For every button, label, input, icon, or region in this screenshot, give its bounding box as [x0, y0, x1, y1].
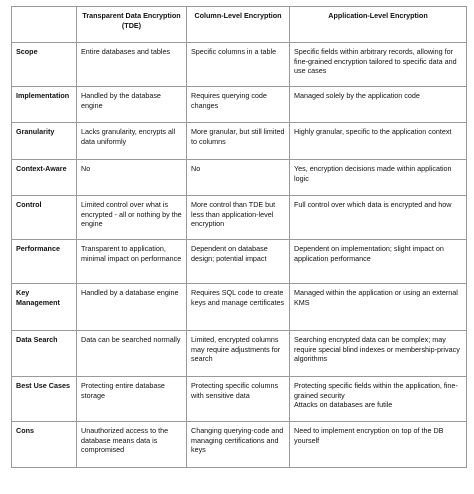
- header-tde: Transparent Data Encryption (TDE): [77, 7, 187, 43]
- row-scope: [12, 43, 467, 87]
- cell-application-level: Searching encrypted data can be complex; may require special blind indexes or membership-privacy algorithms: [290, 331, 467, 377]
- cell-application-level: Specific fields within arbitrary records, allowing for fine-grained encryption tailored to specific data and use cases: [290, 43, 467, 87]
- row-label: Data Search: [12, 331, 77, 377]
- cell-application-level: [290, 377, 467, 422]
- cell-tde: Transparent to application, minimal impact on performance: [77, 240, 187, 284]
- row-best-use-cases: [12, 377, 467, 422]
- header-application-level: Application-Level Encryption: [290, 7, 467, 43]
- cell-tde: Limited control over what is encrypted - all or nothing by the engine: [77, 196, 187, 240]
- row-label: Scope: [12, 43, 77, 87]
- row-implementation: [12, 87, 467, 123]
- header-column-level: Column-Level Encryption: [187, 7, 290, 43]
- cell-column-level: Requires querying code changes: [187, 87, 290, 123]
- cell-application-level: Managed solely by the application code: [290, 87, 467, 123]
- header-row: [12, 7, 467, 43]
- cell-tde: Lacks granularity, encrypts all data uniformly: [77, 123, 187, 160]
- row-granularity: [12, 123, 467, 160]
- cell-tde: Entire databases and tables: [77, 43, 187, 87]
- row-label: Cons: [12, 422, 77, 468]
- row-label: Implementation: [12, 87, 77, 123]
- cell-column-level: Requires SQL code to create keys and manage certificates: [187, 284, 290, 331]
- row-label: Best Use Cases: [12, 377, 77, 422]
- row-label: Performance: [12, 240, 77, 284]
- cell-column-level: More granular, but still limited to columns: [187, 123, 290, 160]
- cell-tde: Handled by the database engine: [77, 87, 187, 123]
- cell-tde: Protecting entire database storage: [77, 377, 187, 422]
- row-control: [12, 196, 467, 240]
- row-context-aware: [12, 160, 467, 196]
- cell-text-line: Attacks on databases are futile: [294, 400, 393, 410]
- cell-application-level: Dependent on implementation; slight impact on application performance: [290, 240, 467, 284]
- row-label: Key Management: [12, 284, 77, 331]
- row-data-search: [12, 331, 467, 377]
- row-label: Context-Aware: [12, 160, 77, 196]
- cell-application-level: Need to implement encryption on top of the DB yourself: [290, 422, 467, 468]
- cell-column-level: Changing querying-code and managing certifications and keys: [187, 422, 290, 468]
- cell-column-level: No: [187, 160, 290, 196]
- cell-application-level: Yes, encryption decisions made within application logic: [290, 160, 467, 196]
- cell-application-level: Highly granular, specific to the application context: [290, 123, 467, 160]
- cell-application-level: Full control over which data is encrypted and how: [290, 196, 467, 240]
- cell-column-level: More control than TDE but less than application-level encryption: [187, 196, 290, 240]
- cell-column-level: Specific columns in a table: [187, 43, 290, 87]
- cell-tde: No: [77, 160, 187, 196]
- row-cons: [12, 422, 467, 468]
- cell-column-level: Protecting specific columns with sensitive data: [187, 377, 290, 422]
- cell-text-line: Protecting specific fields within the application, fine-grained security: [294, 381, 458, 400]
- cell-tde: Unauthorized access to the database means data is compromised: [77, 422, 187, 468]
- encryption-comparison-table: [11, 6, 467, 468]
- cell-column-level: Dependent on database design; potential impact: [187, 240, 290, 284]
- cell-application-level: Managed within the application or using an external KMS: [290, 284, 467, 331]
- cell-column-level: Limited, encrypted columns may require adjustments for search: [187, 331, 290, 377]
- row-performance: [12, 240, 467, 284]
- cell-tde: Handled by a database engine: [77, 284, 187, 331]
- cell-tde: Data can be searched normally: [77, 331, 187, 377]
- row-key-management: [12, 284, 467, 331]
- row-label: Control: [12, 196, 77, 240]
- header-corner-cell: [12, 7, 77, 43]
- row-label: Granularity: [12, 123, 77, 160]
